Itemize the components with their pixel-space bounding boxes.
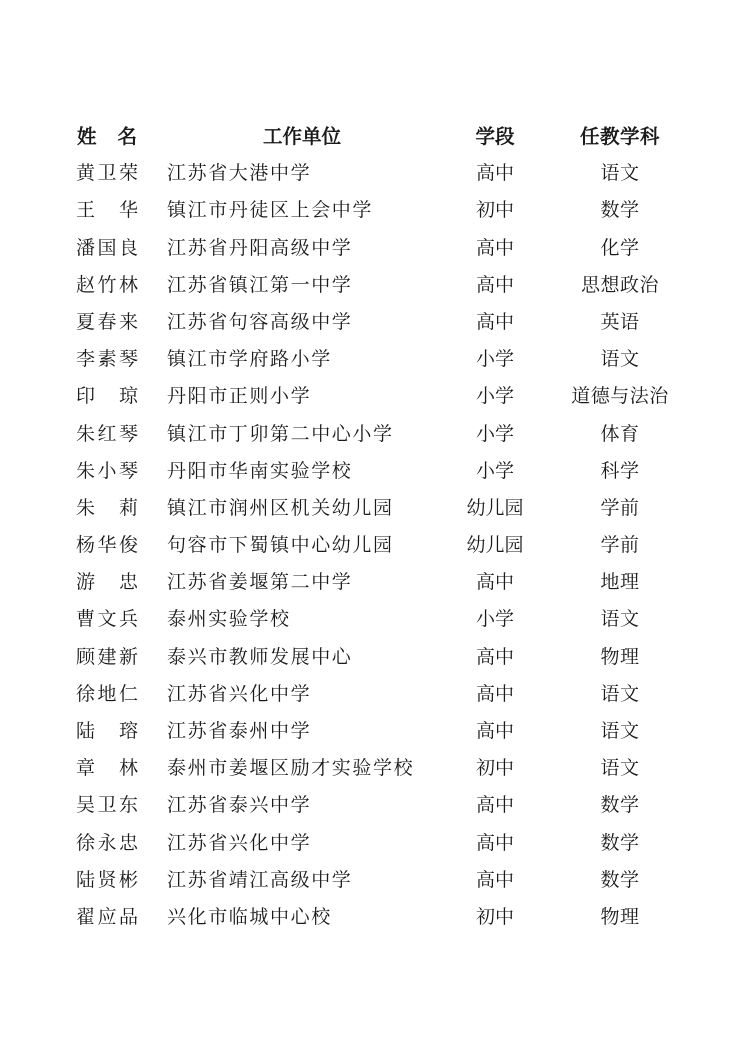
- subject-cell: 语文: [600, 348, 640, 371]
- subject-cell: 数学: [600, 868, 640, 891]
- name-cell: 朱小琴: [76, 459, 138, 482]
- table-row: [0, 378, 750, 415]
- unit-cell: 镇江市丹徒区上会中学: [167, 199, 374, 222]
- level-cell: 高中: [475, 236, 514, 259]
- table-row: [0, 564, 750, 601]
- unit-cell: 泰州市姜堰区励才实验学校: [167, 757, 415, 780]
- name-cell: 黄卫荣: [76, 162, 138, 185]
- subject-cell: 物理: [600, 645, 640, 668]
- subject-cell: 语文: [600, 682, 640, 705]
- table-row: [0, 490, 750, 527]
- header-subject: 任教学科: [579, 125, 660, 148]
- table-row: [0, 341, 750, 378]
- name-cell: 吴卫东: [76, 794, 138, 817]
- unit-cell: 江苏省兴化中学: [167, 682, 312, 705]
- level-cell: 高中: [475, 645, 514, 668]
- name-cell: 陆 瑢: [76, 720, 138, 742]
- subject-cell: 化学: [600, 236, 640, 259]
- subject-cell: 科学: [600, 459, 640, 482]
- table-row: [0, 267, 750, 304]
- table-header-row: [0, 118, 750, 155]
- subject-cell: 学前: [600, 496, 640, 519]
- unit-cell: 丹阳市华南实验学校: [167, 459, 353, 482]
- level-cell: 初中: [475, 199, 514, 222]
- header-level: 学段: [475, 125, 515, 148]
- level-cell: 小学: [475, 385, 514, 408]
- unit-cell: 江苏省句容高级中学: [167, 310, 353, 333]
- subject-cell: 语文: [600, 608, 640, 631]
- table-row: [0, 713, 750, 750]
- subject-cell: 数学: [600, 199, 640, 222]
- table-row: [0, 639, 750, 676]
- name-cell: 杨华俊: [76, 534, 138, 557]
- subject-cell: 体育: [600, 422, 640, 445]
- table-row: [0, 453, 750, 490]
- subject-cell: 学前: [600, 534, 640, 557]
- unit-cell: 泰兴市教师发展中心: [167, 645, 353, 668]
- name-cell: 夏春来: [76, 310, 138, 333]
- level-cell: 高中: [475, 310, 514, 333]
- table-row: [0, 155, 750, 192]
- level-cell: 初中: [475, 757, 514, 780]
- subject-cell: 地理: [600, 571, 640, 594]
- name-cell: 印 琼: [76, 385, 138, 408]
- unit-cell: 江苏省泰州中学: [167, 720, 312, 742]
- level-cell: 高中: [475, 682, 514, 705]
- name-cell: 徐永忠: [76, 831, 138, 854]
- table-body: [0, 155, 750, 936]
- header-name: 姓 名: [77, 125, 137, 148]
- header-unit: 工作单位: [262, 125, 341, 148]
- level-cell: 初中: [475, 905, 514, 928]
- level-cell: 小学: [475, 348, 514, 371]
- name-cell: 潘国良: [76, 236, 138, 259]
- name-cell: 游 忠: [76, 571, 138, 594]
- table-row: [0, 825, 750, 862]
- level-cell: 幼儿园: [466, 534, 524, 557]
- table-row: [0, 601, 750, 638]
- level-cell: 幼儿园: [466, 496, 524, 519]
- level-cell: 高中: [475, 571, 514, 594]
- level-cell: 高中: [475, 831, 514, 854]
- level-cell: 高中: [475, 273, 514, 296]
- unit-cell: 句容市下蜀镇中心幼儿园: [167, 534, 394, 557]
- subject-cell: 物理: [600, 905, 640, 928]
- subject-cell: 道德与法治: [571, 385, 669, 408]
- level-cell: 小学: [475, 459, 514, 482]
- unit-cell: 丹阳市正则小学: [167, 385, 312, 408]
- name-cell: 朱红琴: [76, 422, 138, 445]
- table-row: [0, 787, 750, 824]
- subject-cell: 数学: [600, 794, 640, 817]
- unit-cell: 镇江市丁卯第二中心小学: [167, 422, 394, 445]
- subject-cell: 语文: [600, 162, 640, 185]
- name-cell: 翟应品: [76, 905, 138, 928]
- unit-cell: 江苏省丹阳高级中学: [167, 236, 353, 259]
- name-cell: 章 林: [76, 757, 138, 780]
- name-cell: 赵竹林: [76, 273, 138, 296]
- unit-cell: 江苏省镇江第一中学: [167, 273, 353, 296]
- unit-cell: 江苏省大港中学: [167, 162, 312, 185]
- table-row: [0, 862, 750, 899]
- unit-cell: 江苏省靖江高级中学: [167, 868, 353, 891]
- level-cell: 小学: [475, 422, 514, 445]
- name-cell: 朱 莉: [76, 496, 138, 519]
- unit-cell: 泰州实验学校: [167, 608, 291, 631]
- unit-cell: 江苏省泰兴中学: [167, 794, 312, 817]
- level-cell: 高中: [475, 794, 514, 817]
- table-row: [0, 676, 750, 713]
- table-row: [0, 192, 750, 229]
- subject-cell: 数学: [600, 831, 640, 854]
- name-cell: 徐地仁: [76, 682, 138, 705]
- name-cell: 陆贤彬: [76, 868, 138, 891]
- subject-cell: 思想政治: [580, 273, 659, 296]
- level-cell: 高中: [475, 720, 514, 742]
- unit-cell: 镇江市学府路小学: [167, 348, 332, 371]
- table-row: [0, 750, 750, 787]
- name-cell: 李素琴: [76, 348, 138, 371]
- level-cell: 高中: [475, 162, 514, 185]
- unit-cell: 江苏省姜堰第二中学: [167, 571, 353, 594]
- level-cell: 高中: [475, 868, 514, 891]
- table-row: [0, 230, 750, 267]
- table-row: [0, 304, 750, 341]
- subject-cell: 语文: [600, 757, 640, 780]
- unit-cell: 兴化市临城中心校: [167, 905, 332, 928]
- level-cell: 小学: [475, 608, 514, 631]
- subject-cell: 英语: [600, 310, 640, 333]
- table-row: [0, 416, 750, 453]
- table-row: [0, 899, 750, 936]
- unit-cell: 镇江市润州区机关幼儿园: [167, 496, 394, 519]
- name-cell: 顾建新: [76, 645, 138, 668]
- name-cell: 王 华: [76, 199, 138, 222]
- unit-cell: 江苏省兴化中学: [167, 831, 312, 854]
- subject-cell: 语文: [600, 720, 640, 742]
- table-row: [0, 527, 750, 564]
- name-cell: 曹文兵: [76, 608, 138, 631]
- teacher-table: [0, 118, 750, 936]
